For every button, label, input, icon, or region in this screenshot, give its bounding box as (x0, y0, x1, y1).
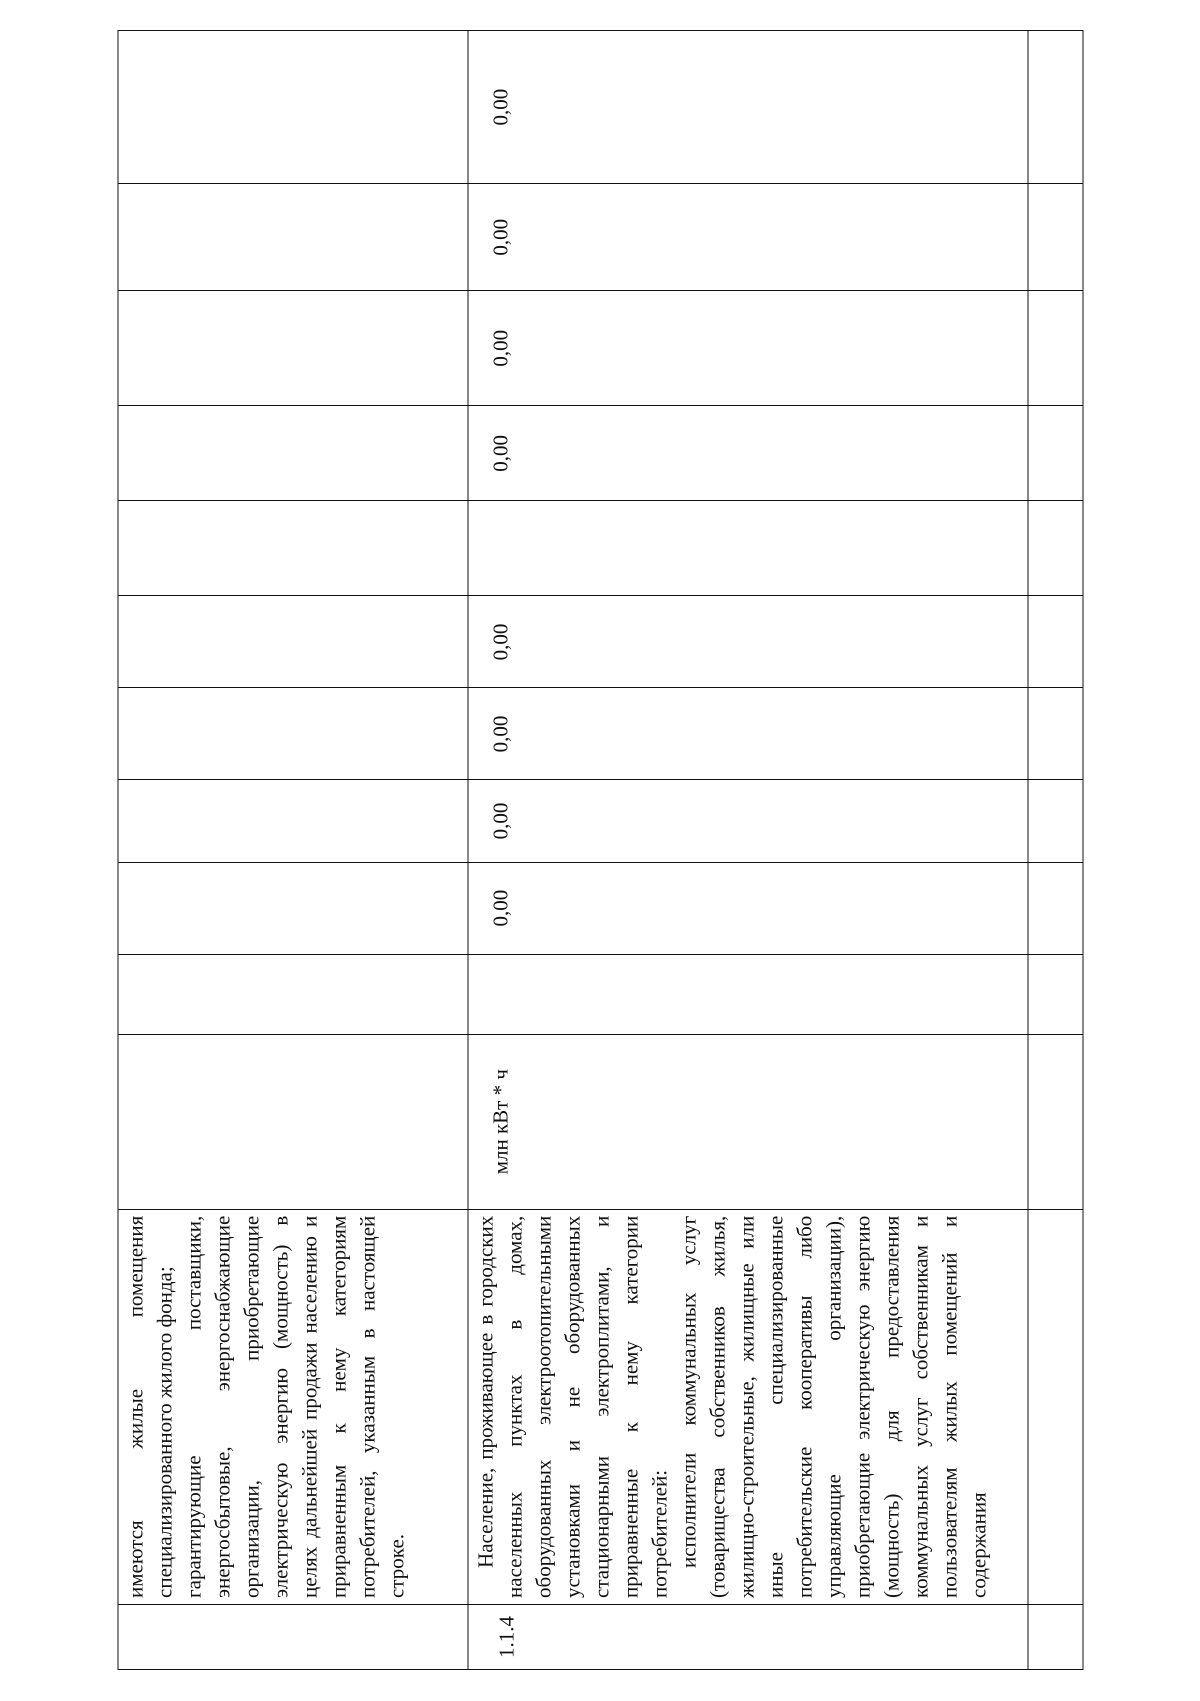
tariff-table (118, 30, 1084, 1670)
value-cell (118, 184, 468, 291)
empty-cell (1028, 501, 1083, 596)
empty-cell (1028, 1209, 1083, 1604)
value-cell: 0,00 (468, 291, 1028, 406)
empty-cell (1028, 862, 1083, 954)
value-cell (468, 501, 1028, 596)
desc-paragraph: Население, проживающее в городских населенных пунктах в домах, оборудованных электроотопительными установками и не оборудованных стационарными электроплитами, и приравненные к нему категории потребителей: (473, 1215, 672, 1598)
empty-cell (1028, 184, 1083, 291)
value-cell: 0,00 (468, 184, 1028, 291)
value-cell (118, 688, 468, 780)
empty-cell (1028, 954, 1083, 1034)
value-cell (118, 406, 468, 501)
value-cell (118, 596, 468, 688)
value-cell (118, 501, 468, 596)
value-cell (118, 954, 468, 1034)
value-cell (118, 31, 468, 184)
row-number (118, 1604, 468, 1669)
empty-cell (1028, 1604, 1083, 1669)
value-cell: 0,00 (468, 31, 1028, 184)
value-cell: 0,00 (468, 862, 1028, 954)
empty-cell (1028, 406, 1083, 501)
empty-cell (1028, 596, 1083, 688)
row-number: 1.1.4 (468, 1604, 1028, 1669)
table-row (468, 31, 1028, 1670)
value-cell (118, 862, 468, 954)
empty-cell (1028, 31, 1083, 184)
value-cell (118, 780, 468, 862)
value-cell: 0,00 (468, 406, 1028, 501)
value-cell: 0,00 (468, 780, 1028, 862)
desc-paragraph: гарантирующие поставщики, энергосбытовые, энергоснабжающие организации, приобретающие электрическую энергию (мощность) в целях дальнейшей продажи населению и приравненным к нему категориям потребителей, указанным в настоящей строке. (181, 1215, 409, 1598)
rotated-table-page (118, 30, 1083, 1670)
unit-cell: млн кВт * ч (468, 1034, 1028, 1209)
value-cell (118, 291, 468, 406)
table-row (118, 31, 468, 1670)
table-row (1028, 31, 1083, 1670)
value-cell: 0,00 (468, 688, 1028, 780)
empty-cell (1028, 688, 1083, 780)
empty-cell (1028, 291, 1083, 406)
row-description (468, 1209, 1028, 1604)
row-description (118, 1209, 468, 1604)
empty-cell (1028, 780, 1083, 862)
desc-paragraph: исполнители коммунальных услуг (товарищества собственников жилья, жилищно-строительные, жилищные или иные специализированные потребительские кооперативы либо управляющие организации), приобретающие электрическую энергию (мощность) для предоставления коммунальных услуг собственникам и пользователям жилых помещений и содержания (676, 1215, 991, 1598)
value-cell (468, 954, 1028, 1034)
unit-cell (118, 1034, 468, 1209)
value-cell: 0,00 (468, 596, 1028, 688)
desc-paragraph: имеются жилые помещения специализированного жилого фонда; (123, 1215, 177, 1598)
empty-cell (1028, 1034, 1083, 1209)
